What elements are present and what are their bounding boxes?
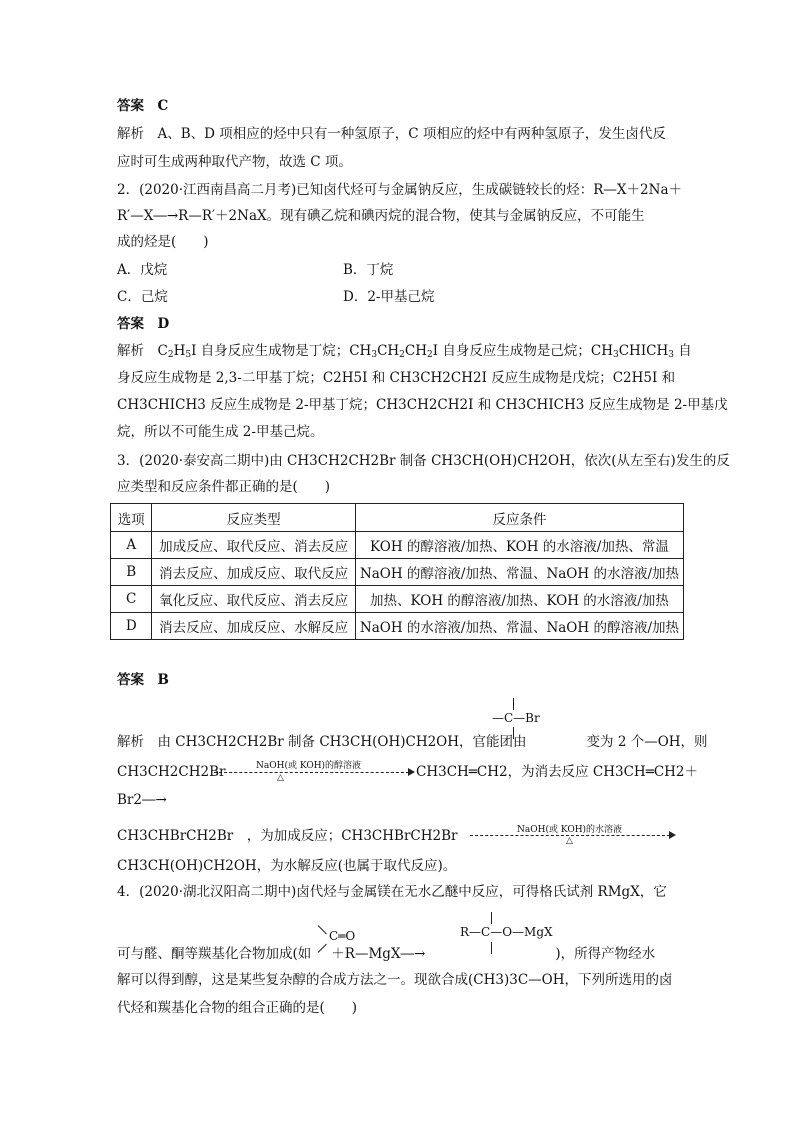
q2-stem-line3: 成的烃是( ) — [117, 234, 209, 250]
product-bond-top — [491, 912, 492, 924]
heat-symbol-1: △ — [277, 773, 284, 783]
q3-analysis-text-b: 变为 2 个—OH，则 — [586, 734, 708, 750]
table-cell: C — [111, 586, 152, 613]
q2-option-c: C．己烷 — [117, 289, 168, 305]
reaction-arrow-1-line — [214, 772, 409, 773]
table-cell: D — [111, 613, 152, 640]
q1-answer: 答案 C — [117, 98, 169, 114]
q4-stem-line4: 代烃和羰基化合物的组合正确的是( ) — [117, 1000, 358, 1016]
reaction-arrow-2-head — [669, 831, 676, 839]
heat-symbol-2: △ — [566, 836, 573, 846]
reaction-arrow-1-head — [408, 768, 415, 776]
table-header-cell: 反应条件 — [355, 504, 683, 532]
q3-analysis-line3: Br2―→ — [117, 792, 167, 808]
q4-stem-line2-a: 可与醛、酮等羰基化合物加成(如 — [117, 946, 312, 962]
q4-stem-line2 — [117, 944, 655, 964]
table-cell: 加热、KOH 的醇溶液/加热、KOH 的水溶液/加热 — [355, 586, 683, 613]
carbonyl-bond-upper — [318, 925, 327, 934]
table-row — [111, 559, 684, 586]
condition-aqueous-naoh: NaOH(或 KOH)的水溶液 — [517, 825, 623, 835]
q3-options-table — [110, 503, 684, 640]
table-row — [111, 586, 684, 613]
q2-stem-line2: R′—X―→R—R′＋2NaX。现有碘乙烷和碘丙烷的混合物，使其与金属钠反应，不可能生 — [117, 208, 645, 224]
q2-option-a: A．戊烷 — [117, 262, 168, 278]
carbonyl-group: C═O — [329, 929, 356, 943]
table-cell: 氧化反应、取代反应、消去反应 — [152, 586, 355, 613]
q3-stem-line1: 3．(2020·泰安高二期中)由 CH3CH2CH2Br 制备 CH3CH(OH)CH2OH，依次(从左至右)发生的反 — [117, 453, 730, 469]
table-cell: 消去反应、加成反应、水解反应 — [152, 613, 355, 640]
q2-analysis-line1: 解析 $C_2H_5I$ 自身反应生成物是丁烷；$CH_3CH_2CH_2I$ 自身反应生成物是己烷；$CH_3CHICH_3$ 自 — [117, 343, 692, 360]
table-cell: NaOH 的醇溶液/加热、常温、NaOH 的水溶液/加热 — [355, 559, 683, 586]
table-row — [111, 613, 684, 640]
q4-stem-line1: 4．(2020·湖北汉阳高二期中)卤代烃与金属镁在无水乙醚中反应，可得格氏试剂 RMgX，它 — [117, 884, 667, 900]
condition-alcoholic-koh: NaOH(或 KOH)的醇溶液 — [256, 761, 362, 771]
q1-analysis-line2: 应时可生成两种取代产物，故选 C 项。 — [117, 154, 352, 170]
q2-analysis-line2: 身反应生成物是 2,3-二甲基丁烷；C2H5I 和 CH3CH2CH2I 反应生成物是戊烷；C2H5I 和 — [117, 370, 676, 386]
table-cell: A — [111, 532, 152, 559]
table-header-cell: 选项 — [111, 504, 152, 532]
q3-analysis-line1 — [117, 732, 708, 752]
q3-analysis-line2-start: CH3CH2CH2Br — [117, 764, 226, 780]
q4-stem-line2-b: )，所得产物经水 — [555, 946, 656, 962]
q2-stem-line1: 2．(2020·江西南昌高二月考)已知卤代烃可与金属钠反应，生成碳链较长的烃：R—X＋2Na＋ — [117, 182, 682, 198]
table-row — [111, 532, 684, 559]
table-cell: B — [111, 559, 152, 586]
table-header-row — [111, 504, 684, 532]
q3-analysis-text-a: 解析 由 CH3CH2CH2Br 制备 CH3CH(OH)CH2OH，官能团由 — [117, 734, 527, 750]
table-cell: NaOH 的水溶液/加热、常温、NaOH 的醇溶液/加热 — [355, 613, 683, 640]
q3-stem-line2: 应类型和反应条件都正确的是( ) — [117, 479, 331, 495]
q2-answer: 答案 D — [117, 316, 170, 332]
q1-analysis-line1: 解析 A、B、D 项相应的烃中只有一种氢原子，C 项相应的烃中有两种氢原子，发生卤代反 — [117, 126, 666, 142]
table-cell: 消去反应、加成反应、取代反应 — [152, 559, 355, 586]
functional-group-label: —C—Br — [492, 711, 540, 725]
q3-answer: 答案 B — [117, 672, 169, 688]
group-bond-top — [513, 698, 514, 710]
q4-reagent: ＋R—MgX―→ — [331, 946, 426, 962]
q2-analysis-line4: 烷，所以不可能生成 2-甲基己烷。 — [117, 424, 324, 440]
q3-analysis-line4-start: CH3CHBrCH2Br ，为加成反应；CH3CHBrCH2Br — [117, 828, 458, 844]
product-structure: R—C—O—MgX — [460, 925, 553, 939]
q4-stem-line3: 解可以得到醇，这是某些复杂醇的合成方法之一。现欲合成(CH3)3C—OH，下列所选用的卤 — [117, 972, 673, 988]
q3-analysis-line5: CH3CH(OH)CH2OH，为水解反应(也属于取代反应)。 — [117, 858, 457, 874]
q2-option-b: B．丁烷 — [343, 262, 394, 278]
table-cell: 加成反应、取代反应、消去反应 — [152, 532, 355, 559]
table-cell: KOH 的醇溶液/加热、KOH 的水溶液/加热、常温 — [355, 532, 683, 559]
table-header-cell: 反应类型 — [152, 504, 355, 532]
q2-option-d: D．2-甲基己烷 — [343, 289, 435, 305]
q3-analysis-line2-end: CH3CH═CH2，为消去反应 CH3CH═CH2＋ — [416, 764, 699, 780]
q2-analysis-line3: CH3CHICH3 反应生成物是 2-甲基丁烷；CH3CH2CH2I 和 CH3CHICH3 反应生成物是 2-甲基戊 — [117, 397, 728, 413]
